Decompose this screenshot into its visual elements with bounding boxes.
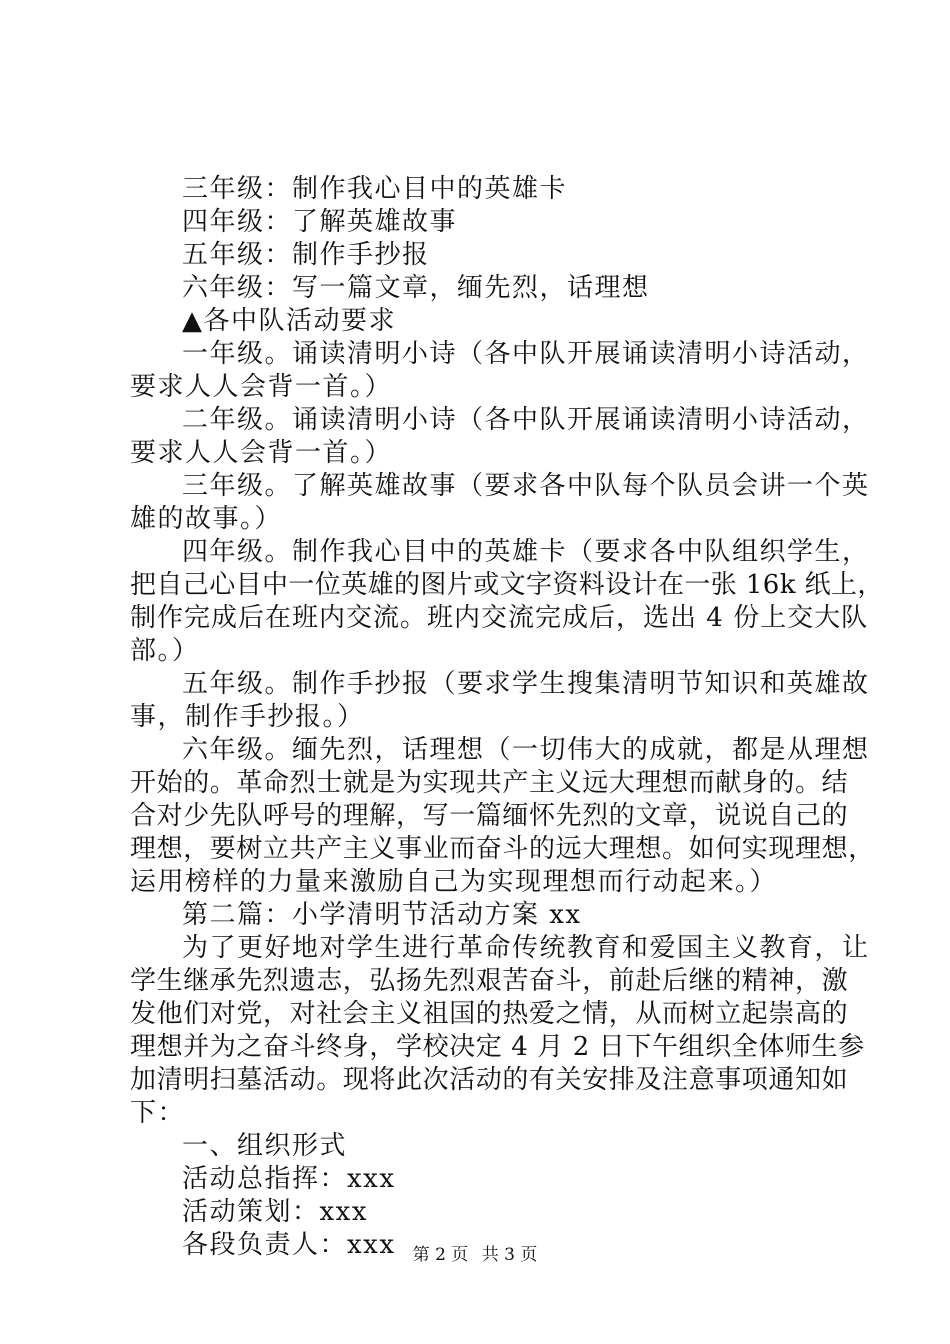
paragraph-line: 活动策划：xxx [182, 1197, 368, 1227]
paragraph-line: 把自己心目中一位英雄的图片或文字资料设计在一张 16k 纸上， [130, 570, 884, 600]
paragraph-line: 制作完成后在班内交流。班内交流完成后，选出 4 份上交大队 [130, 603, 869, 633]
paragraph-line: 合对少先队呼号的理解，写一篇缅怀先烈的文章，说说自己的 [130, 801, 849, 831]
paragraph-line: 运用榜样的力量来激励自己为实现理想而行动起来。） [130, 867, 778, 897]
page-total: 共 3 页 [481, 1245, 538, 1265]
paragraph-line: 五年级。制作手抄报（要求学生搜集清明节知识和英雄故 [182, 669, 870, 699]
paragraph-line: 部。） [130, 636, 200, 666]
paragraph-line: 要求人人会背一首。） [130, 372, 393, 402]
page-footer [0, 1244, 950, 1266]
section-title: 第二篇：小学清明节活动方案 xx [182, 900, 582, 930]
paragraph-line: 六年级。缅先烈，话理想（一切伟大的成就，都是从理想 [182, 735, 870, 765]
paragraph-line: 活动总指挥：xxx [182, 1164, 396, 1194]
paragraph-line: 理想，要树立共产主义事业而奋斗的远大理想。如何实现理想， [130, 834, 875, 864]
paragraph-line: 二年级。诵读清明小诗（各中队开展诵读清明小诗活动， [182, 405, 870, 435]
paragraph-line: 各段负责人：xxx [182, 1230, 396, 1260]
section-heading: ▲各中队活动要求 [182, 306, 396, 336]
paragraph-line: 要求人人会背一首。） [130, 438, 393, 468]
paragraph-line: 事，制作手抄报。） [130, 702, 365, 732]
paragraph-line: 理想并为之奋斗终身，学校决定 4 月 2 日下午组织全体师生参 [130, 1032, 865, 1062]
page-number: 第 2 页 [412, 1245, 469, 1265]
paragraph-line: 六年级：写一篇文章，缅先烈，话理想 [182, 273, 650, 303]
paragraph-line: 发他们对党，对社会主义祖国的热爱之情，从而树立起崇高的 [130, 999, 849, 1029]
paragraph-line: 四年级。制作我心目中的英雄卡（要求各中队组织学生， [182, 537, 870, 567]
paragraph-line: 一年级。诵读清明小诗（各中队开展诵读清明小诗活动， [182, 339, 870, 369]
paragraph-line: 三年级：制作我心目中的英雄卡 [182, 174, 568, 204]
paragraph-line: 开始的。革命烈士就是为实现共产主义远大理想而献身的。结 [130, 768, 849, 798]
paragraph-line: 五年级：制作手抄报 [182, 240, 430, 270]
paragraph-line: 下： [130, 1098, 186, 1128]
section-heading: 一、组织形式 [182, 1131, 348, 1161]
paragraph-line: 为了更好地对学生进行革命传统教育和爱国主义教育，让 [182, 933, 870, 963]
paragraph-line: 雄的故事。） [130, 504, 283, 534]
paragraph-line: 三年级。了解英雄故事（要求各中队每个队员会讲一个英 [182, 471, 870, 501]
document-body [130, 173, 884, 1262]
paragraph-line: 加清明扫墓活动。现将此次活动的有关安排及注意事项通知如 [130, 1065, 849, 1095]
paragraph-line: 四年级：了解英雄故事 [182, 207, 458, 237]
paragraph-line: 学生继承先烈遗志，弘扬先烈艰苦奋斗，前赴后继的精神，激 [130, 966, 849, 996]
